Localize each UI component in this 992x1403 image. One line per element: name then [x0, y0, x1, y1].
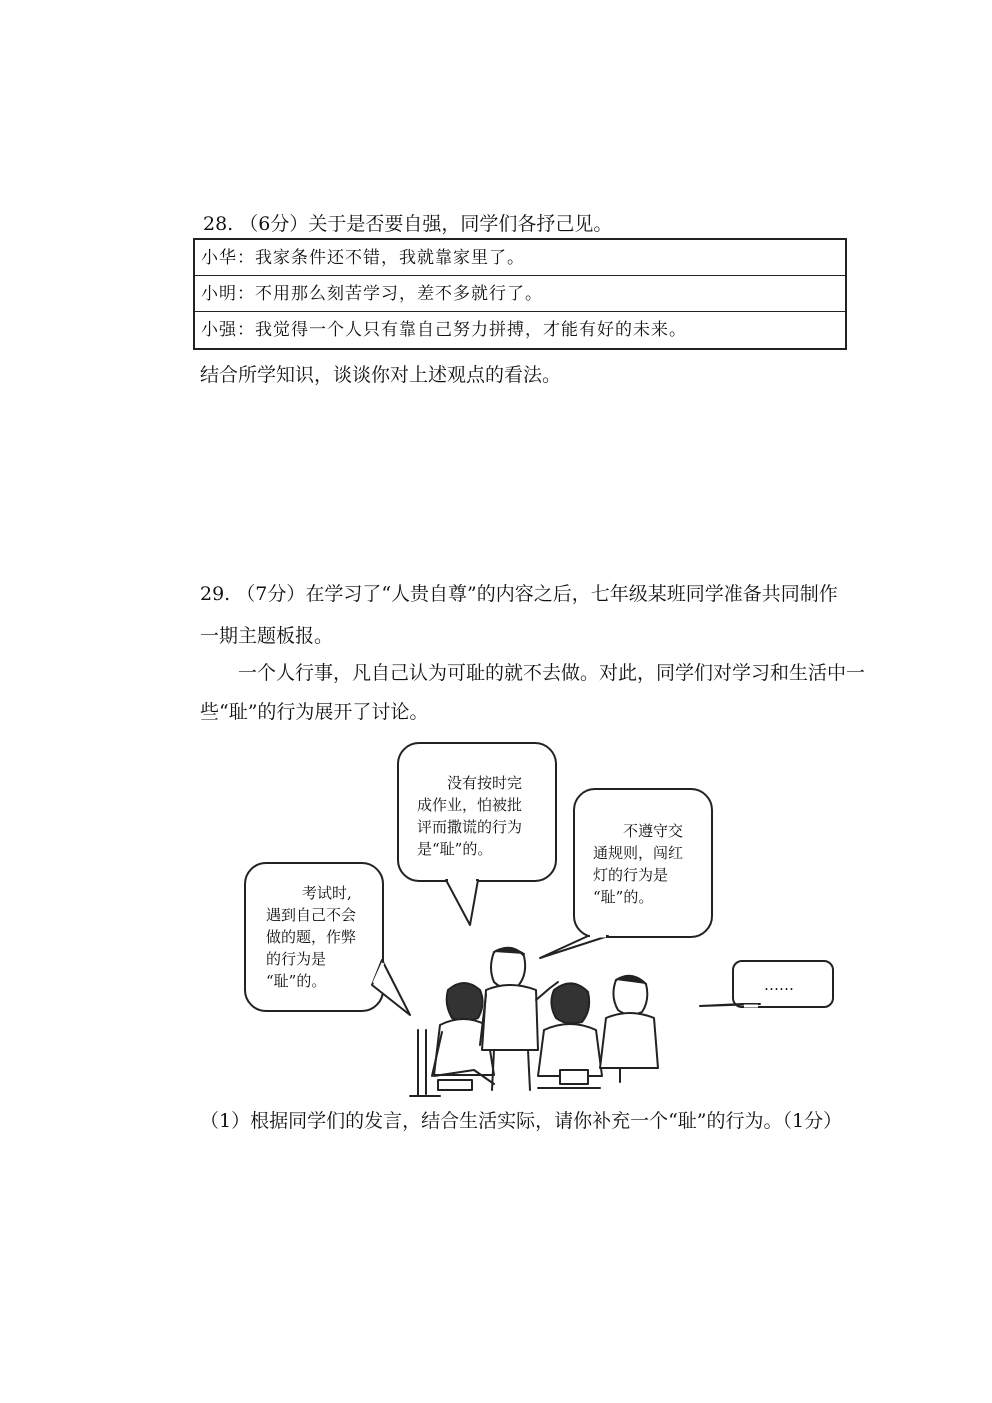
q29-para-line2: 些“耻”的行为展开了讨论。 — [200, 701, 429, 723]
bubble-left-line: 做的题，作弊 — [266, 928, 357, 946]
opinion-xiaohua: 小华：我家条件还不错，我就靠家里了。 — [195, 240, 845, 276]
q28-prompt: 结合所学知识，谈谈你对上述观点的看法。 — [200, 364, 562, 386]
q29-sub-question-1: （1）根据同学们的发言，结合生活实际，请你补充一个“耻”的行为。（1分） — [200, 1110, 843, 1132]
bubble-center-line: 是“耻”的。 — [417, 840, 493, 858]
bubble-right-line: 灯的行为是 — [593, 866, 669, 884]
speech-bubble-center — [397, 742, 557, 882]
bubble-center-line: 成作业，怕被批 — [417, 796, 523, 814]
bubble-left-line: 考试时, — [302, 884, 352, 902]
q29-para-line1: 一个人行事，凡自己认为可耻的就不去做。对此，同学们对学习和生活中一 — [238, 662, 866, 684]
q28-header: 28. （6分）关于是否要自强，同学们各抒己见。 — [203, 213, 613, 235]
bubble-tail-right — [540, 936, 608, 958]
bubble-right-line: 通规则，闯红 — [593, 844, 684, 862]
bubble-right-line: “耻”的。 — [593, 888, 654, 906]
opinion-xiaoming: 小明：不用那么刻苦学习，差不多就行了。 — [195, 276, 845, 312]
speech-bubble-left — [244, 862, 384, 1012]
bubble-tail-center — [446, 880, 478, 925]
student-girl-center — [538, 983, 602, 1088]
bubble-far-right-text: …… — [764, 976, 794, 994]
bubble-left-line: 遇到自己不会 — [266, 906, 357, 924]
speech-bubble-right — [573, 788, 713, 938]
student-boy-right — [600, 976, 658, 1082]
q28-opinion-table — [193, 238, 847, 350]
teacher-standing — [480, 948, 558, 1090]
speech-bubble-far-right — [732, 960, 834, 1008]
q29-intro-line1: 29. （7分）在学习了“人贵自尊”的内容之后，七年级某班同学准备共同制作 — [200, 583, 838, 605]
student-girl-left — [432, 983, 494, 1090]
bubble-center-line: 没有按时完 — [447, 774, 523, 792]
bubble-left-line: “耻”的。 — [266, 972, 327, 990]
opinion-xiaoqiang: 小强：我觉得一个人只有靠自己努力拼搏，才能有好的未来。 — [201, 320, 687, 340]
q29-intro-line2: 一期主题板报。 — [200, 625, 334, 647]
bubble-left-line: 的行为是 — [266, 950, 327, 968]
bubble-center-line: 评而撒谎的行为 — [417, 818, 523, 836]
bubble-right-line: 不遵守交 — [623, 822, 684, 840]
